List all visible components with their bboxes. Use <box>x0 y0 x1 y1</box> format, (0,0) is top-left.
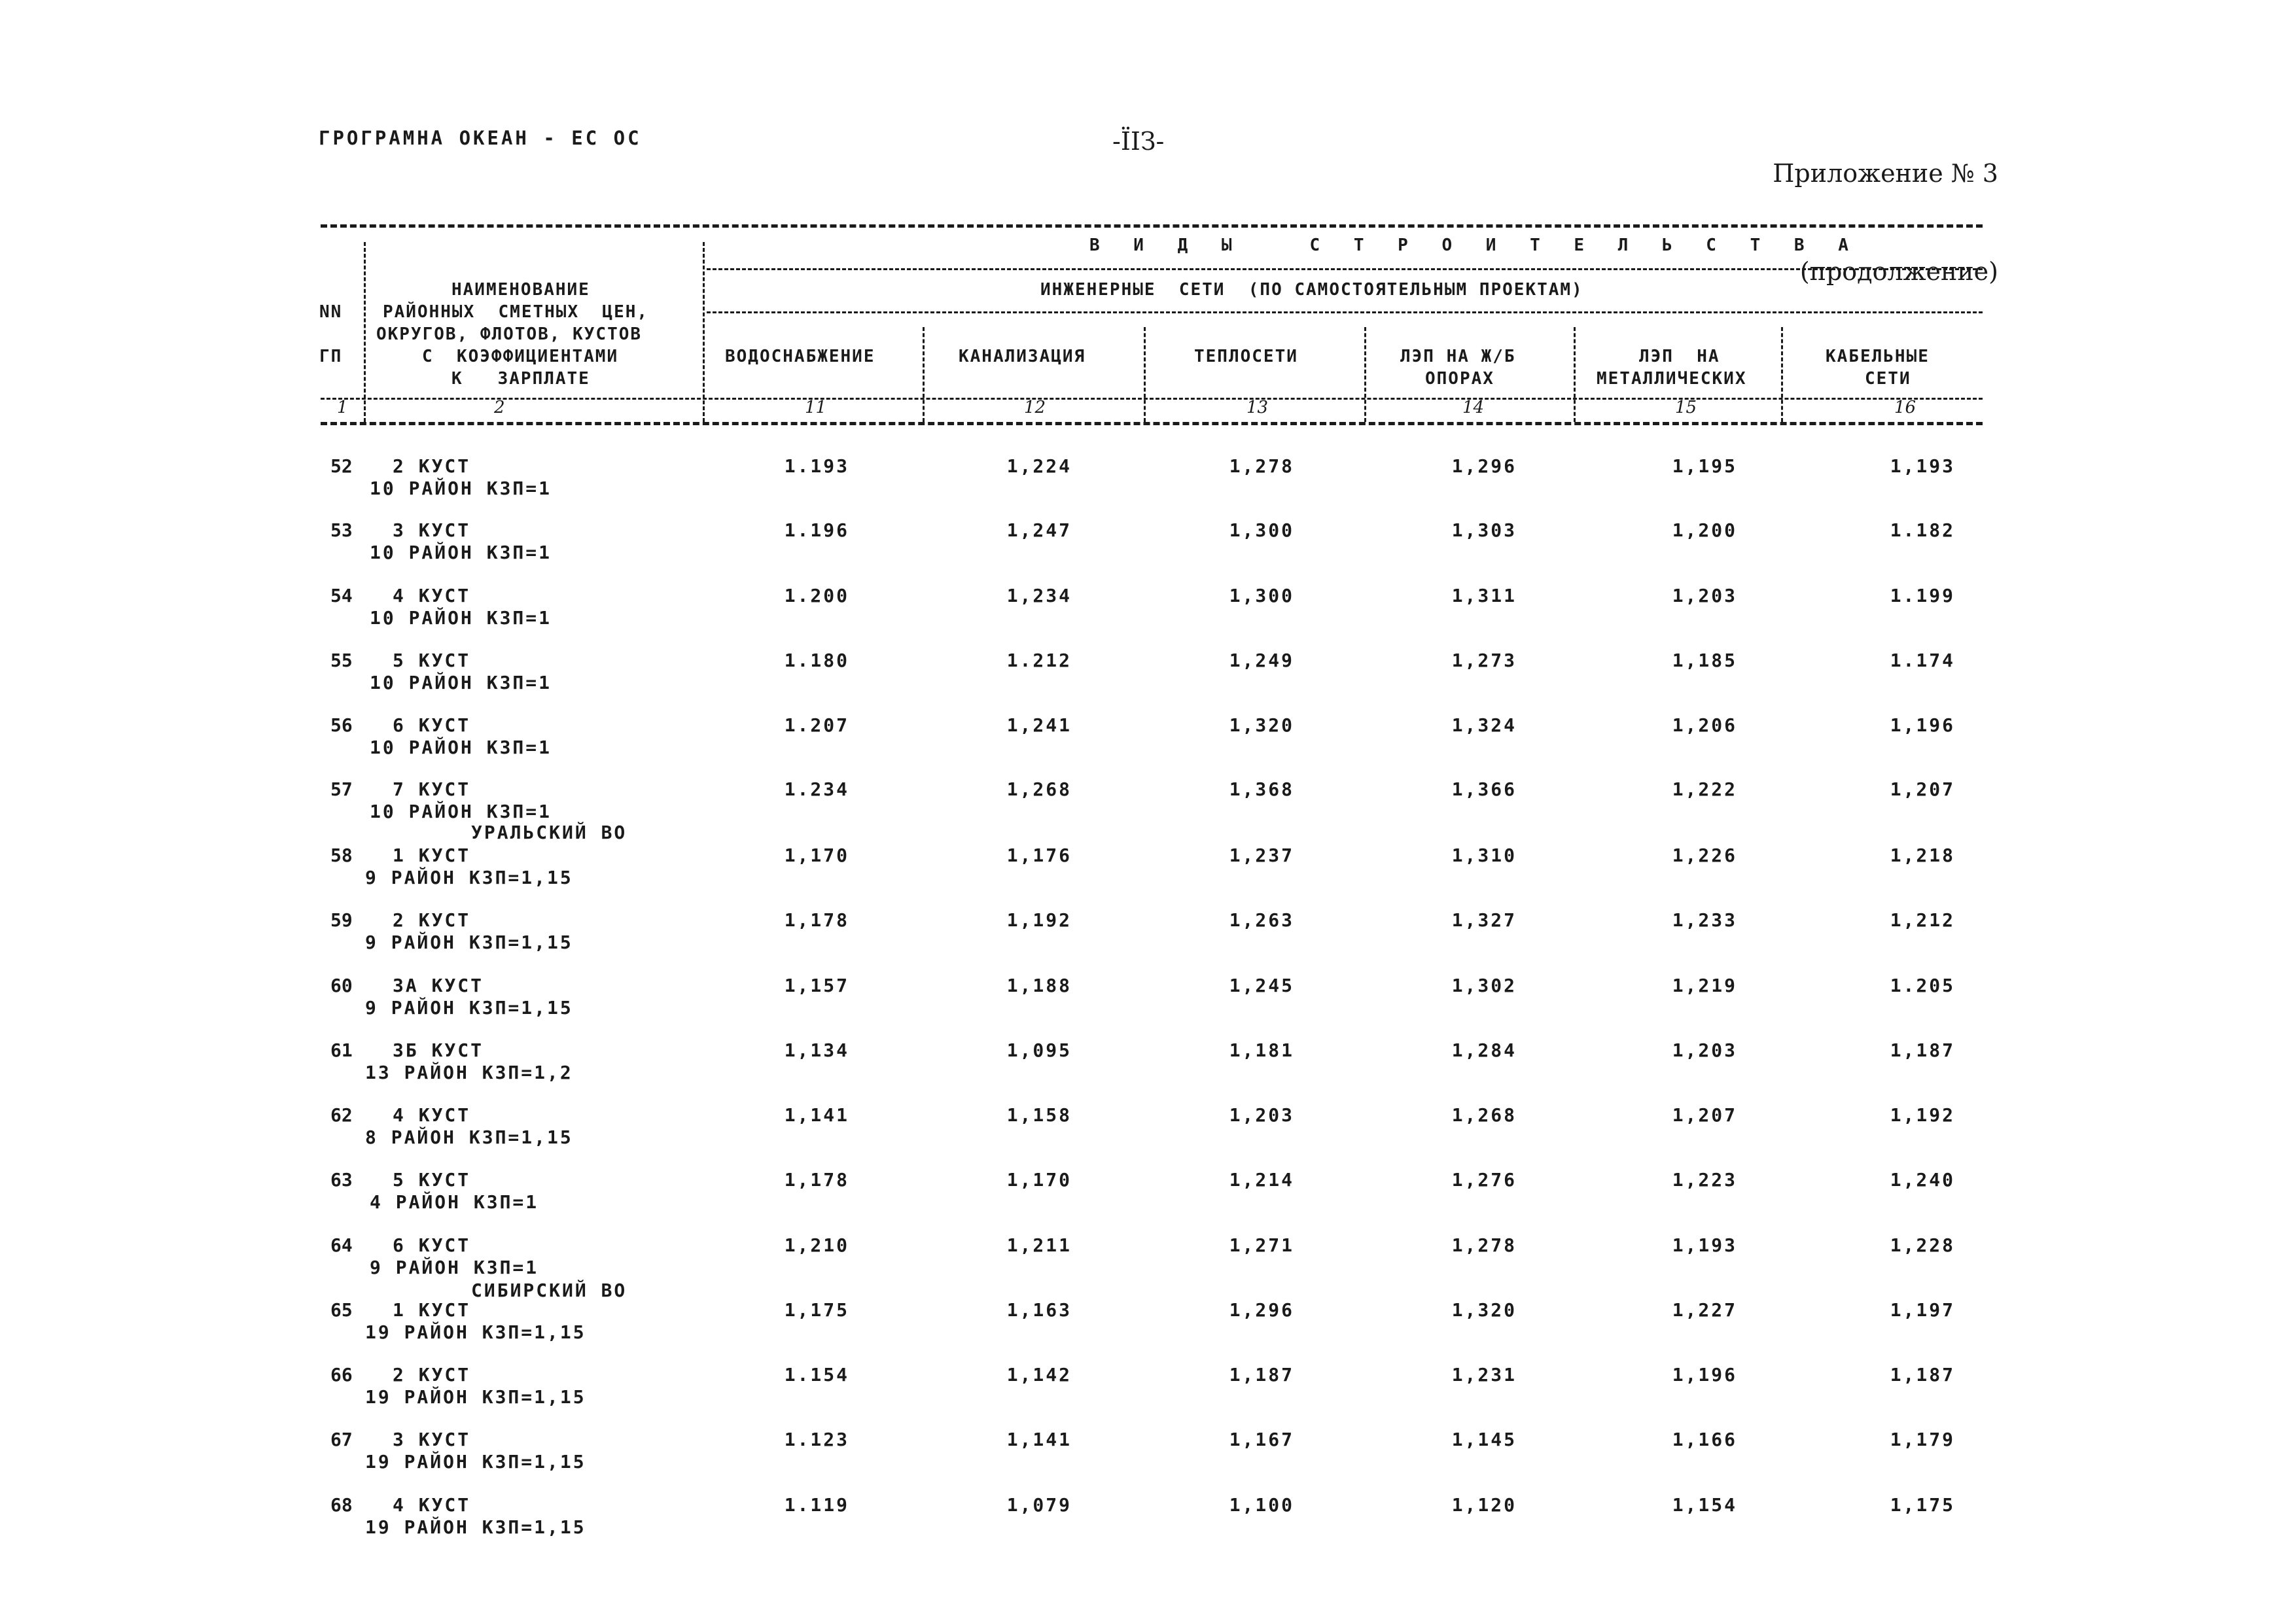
engineering-networks-subtitle: ИНЖЕНЕРНЫЕ СЕТИ (ПО САМОСТОЯТЕЛЬНЫМ ПРОЕКТАМ) <box>1040 280 1583 300</box>
row-value-col-12: 1,079 <box>1006 1494 1072 1516</box>
row-value-col-12: 1,163 <box>1006 1299 1072 1321</box>
row-cluster: 5 КУСТ <box>393 1169 471 1191</box>
row-value-col-16: 1,187 <box>1890 1364 1955 1386</box>
row-value-col-15: 1,203 <box>1672 1039 1737 1061</box>
row-value-col-12: 1,142 <box>1006 1364 1072 1386</box>
sep-col-14 <box>1574 327 1576 422</box>
col-nn-label: NN <box>319 302 343 322</box>
row-value-col-11: 1,178 <box>784 909 849 931</box>
col-name-line-1: НАИМЕНОВАНИЕ <box>451 280 590 300</box>
row-cluster: 7 КУСТ <box>393 778 471 800</box>
row-region: 10 РАЙОН КЗП=1 <box>370 801 552 822</box>
row-value-col-12: 1,158 <box>1006 1104 1072 1126</box>
col-power-concrete-line-1: ЛЭП НА Ж/Б <box>1400 347 1516 366</box>
row-value-col-16: 1.174 <box>1890 650 1955 671</box>
row-value-col-15: 1,207 <box>1672 1104 1737 1126</box>
row-value-col-16: 1,240 <box>1890 1169 1955 1191</box>
row-value-col-16: 1,207 <box>1890 778 1955 800</box>
row-number: 54 <box>330 585 353 606</box>
appendix-label <box>1773 92 1998 321</box>
row-value-col-11: 1,141 <box>784 1104 849 1126</box>
row-value-col-14: 1,273 <box>1451 650 1517 671</box>
row-value-col-11: 1.207 <box>784 714 849 736</box>
row-value-col-13: 1,167 <box>1229 1429 1294 1450</box>
title-rule <box>707 268 1983 270</box>
row-value-col-14: 1,324 <box>1451 714 1517 736</box>
row-number: 57 <box>330 778 353 800</box>
row-cluster: 2 КУСТ <box>393 1364 471 1386</box>
row-value-col-15: 1,206 <box>1672 714 1737 736</box>
row-value-col-12: 1,141 <box>1006 1429 1072 1450</box>
row-cluster: 5 КУСТ <box>393 650 471 671</box>
row-cluster: 2 КУСТ <box>393 909 471 931</box>
row-region: 9 РАЙОН КЗП=1,15 <box>365 997 573 1019</box>
row-value-col-15: 1,196 <box>1672 1364 1737 1386</box>
row-value-col-16: 1.199 <box>1890 585 1955 606</box>
row-value-col-13: 1,368 <box>1229 778 1294 800</box>
row-value-col-12: 1,192 <box>1006 909 1072 931</box>
col-power-concrete-line-2: ОПОРАХ <box>1425 369 1494 389</box>
row-value-col-13: 1,237 <box>1229 845 1294 866</box>
row-region: 10 РАЙОН КЗП=1 <box>370 672 552 693</box>
row-value-col-15: 1,222 <box>1672 778 1737 800</box>
row-value-col-12: 1,211 <box>1006 1234 1072 1256</box>
row-cluster: 3 КУСТ <box>393 1429 471 1450</box>
row-value-col-16: 1,197 <box>1890 1299 1955 1321</box>
row-number: 60 <box>330 975 353 996</box>
row-region: 8 РАЙОН КЗП=1,15 <box>365 1126 573 1148</box>
row-value-col-16: 1,192 <box>1890 1104 1955 1126</box>
col-power-metal-line-1: ЛЭП НА <box>1639 347 1720 366</box>
row-value-col-14: 1,310 <box>1451 845 1517 866</box>
military-district-header: УРАЛЬСКИЙ ВО <box>471 822 627 843</box>
row-value-col-11: 1,170 <box>784 845 849 866</box>
row-value-col-13: 1,300 <box>1229 585 1294 606</box>
row-value-col-16: 1,187 <box>1890 1039 1955 1061</box>
row-cluster: 2 КУСТ <box>393 455 471 477</box>
row-value-col-14: 1,145 <box>1451 1429 1517 1450</box>
header-bottom-rule <box>321 422 1983 425</box>
row-value-col-12: 1,241 <box>1006 714 1072 736</box>
construction-types-title: В И Д Ы С Т Р О И Т Е Л Ь С Т В А <box>1089 236 1860 255</box>
row-region: 9 РАЙОН КЗП=1,15 <box>365 867 573 888</box>
row-value-col-15: 1,193 <box>1672 1234 1737 1256</box>
row-cluster: 1 КУСТ <box>393 845 471 866</box>
row-region: 19 РАЙОН КЗП=1,15 <box>365 1386 586 1408</box>
row-region: 19 РАЙОН КЗП=1,15 <box>365 1516 586 1538</box>
row-value-col-12: 1.212 <box>1006 650 1072 671</box>
row-value-col-15: 1,200 <box>1672 519 1737 541</box>
row-value-col-16: 1,193 <box>1890 455 1955 477</box>
row-value-col-13: 1,245 <box>1229 975 1294 996</box>
row-value-col-16: 1,228 <box>1890 1234 1955 1256</box>
sep-name <box>703 242 705 422</box>
appendix-line-1: Приложение № 3 <box>1773 159 1998 188</box>
row-value-col-11: 1,178 <box>784 1169 849 1191</box>
col-power-metal-line-2: МЕТАЛЛИЧЕСКИХ <box>1597 369 1747 389</box>
row-value-col-12: 1,188 <box>1006 975 1072 996</box>
col-name-line-3: ОКРУГОВ, ФЛОТОВ, КУСТОВ <box>376 324 643 344</box>
row-cluster: 1 КУСТ <box>393 1299 471 1321</box>
row-number: 63 <box>330 1169 353 1191</box>
row-region: 19 РАЙОН КЗП=1,15 <box>365 1451 586 1473</box>
col-name-line-5: К ЗАРПЛАТЕ <box>451 369 590 389</box>
row-value-col-11: 1.234 <box>784 778 849 800</box>
colnum-11: 11 <box>805 398 827 417</box>
row-value-col-11: 1.123 <box>784 1429 849 1450</box>
row-cluster: 6 КУСТ <box>393 714 471 736</box>
row-value-col-15: 1,154 <box>1672 1494 1737 1516</box>
row-value-col-13: 1,300 <box>1229 519 1294 541</box>
row-number: 56 <box>330 714 353 736</box>
row-value-col-13: 1,214 <box>1229 1169 1294 1191</box>
row-value-col-14: 1,278 <box>1451 1234 1517 1256</box>
row-region: 9 РАЙОН КЗП=1,15 <box>365 932 573 953</box>
colnum-14: 14 <box>1462 398 1485 417</box>
row-value-col-14: 1,268 <box>1451 1104 1517 1126</box>
page-number: -ЇІЗ- <box>1112 127 1165 156</box>
colnum-2: 2 <box>494 398 505 417</box>
row-value-col-13: 1,187 <box>1229 1364 1294 1386</box>
row-region: 10 РАЙОН КЗП=1 <box>370 607 552 629</box>
row-value-col-14: 1,303 <box>1451 519 1517 541</box>
row-number: 62 <box>330 1104 353 1126</box>
colnum-15: 15 <box>1675 398 1697 417</box>
sep-nn <box>364 242 366 422</box>
row-value-col-13: 1,203 <box>1229 1104 1294 1126</box>
row-value-col-11: 1.119 <box>784 1494 849 1516</box>
row-value-col-11: 1.154 <box>784 1364 849 1386</box>
row-value-col-16: 1,212 <box>1890 909 1955 931</box>
row-value-col-16: 1,218 <box>1890 845 1955 866</box>
row-value-col-16: 1,179 <box>1890 1429 1955 1450</box>
row-number: 52 <box>330 455 353 477</box>
row-value-col-11: 1,175 <box>784 1299 849 1321</box>
row-value-col-15: 1,166 <box>1672 1429 1737 1450</box>
colnum-13: 13 <box>1246 398 1269 417</box>
row-value-col-12: 1,176 <box>1006 845 1072 866</box>
row-value-col-15: 1,233 <box>1672 909 1737 931</box>
row-number: 68 <box>330 1494 353 1516</box>
row-value-col-14: 1,296 <box>1451 455 1517 477</box>
row-value-col-11: 1.200 <box>784 585 849 606</box>
row-value-col-14: 1,366 <box>1451 778 1517 800</box>
sep-col-13 <box>1364 327 1366 422</box>
row-value-col-11: 1.196 <box>784 519 849 541</box>
sep-col-11 <box>923 327 925 422</box>
col-cable-line-1: КАБЕЛЬНЫЕ <box>1826 347 1930 366</box>
col-sewerage: КАНАЛИЗАЦИЯ <box>959 347 1086 366</box>
row-value-col-13: 1,249 <box>1229 650 1294 671</box>
row-value-col-11: 1.193 <box>784 455 849 477</box>
row-value-col-16: 1,196 <box>1890 714 1955 736</box>
sep-col-15 <box>1781 327 1783 422</box>
row-value-col-12: 1,224 <box>1006 455 1072 477</box>
row-value-col-15: 1,185 <box>1672 650 1737 671</box>
colnum-16: 16 <box>1894 398 1916 417</box>
row-number: 67 <box>330 1429 353 1450</box>
row-region: 10 РАЙОН КЗП=1 <box>370 737 552 758</box>
row-number: 58 <box>330 845 353 866</box>
row-value-col-13: 1,181 <box>1229 1039 1294 1061</box>
row-value-col-13: 1,100 <box>1229 1494 1294 1516</box>
col-heating: ТЕПЛОСЕТИ <box>1194 347 1298 366</box>
col-cable-line-2: СЕТИ <box>1865 369 1911 389</box>
row-region: 9 РАЙОН КЗП=1 <box>370 1257 539 1278</box>
row-value-col-12: 1,095 <box>1006 1039 1072 1061</box>
col-name-line-2: РАЙОННЫХ СМЕТНЫХ ЦЕН, <box>383 302 649 322</box>
col-gp-label: ГП <box>319 347 343 366</box>
row-value-col-13: 1,278 <box>1229 455 1294 477</box>
row-value-col-15: 1,203 <box>1672 585 1737 606</box>
row-region: 4 РАЙОН КЗП=1 <box>370 1191 539 1213</box>
row-region: 10 РАЙОН КЗП=1 <box>370 478 552 499</box>
row-value-col-14: 1,327 <box>1451 909 1517 931</box>
row-cluster: 3Б КУСТ <box>393 1039 484 1061</box>
row-value-col-12: 1,247 <box>1006 519 1072 541</box>
colnum-1: 1 <box>337 398 348 417</box>
row-value-col-12: 1,268 <box>1006 778 1072 800</box>
row-number: 53 <box>330 519 353 541</box>
row-value-col-15: 1,195 <box>1672 455 1737 477</box>
row-value-col-14: 1,284 <box>1451 1039 1517 1061</box>
appendix-line-2: (продолжение) <box>1799 257 1998 286</box>
row-value-col-14: 1,120 <box>1451 1494 1517 1516</box>
row-value-col-13: 1,320 <box>1229 714 1294 736</box>
subtitle-rule <box>707 311 1983 313</box>
row-value-col-11: 1,210 <box>784 1234 849 1256</box>
row-value-col-14: 1,320 <box>1451 1299 1517 1321</box>
row-cluster: 6 КУСТ <box>393 1234 471 1256</box>
row-value-col-14: 1,276 <box>1451 1169 1517 1191</box>
row-region: 13 РАЙОН КЗП=1,2 <box>365 1062 573 1083</box>
row-region: 19 РАЙОН КЗП=1,15 <box>365 1321 586 1343</box>
col-name-line-4: С КОЭФФИЦИЕНТАМИ <box>422 347 619 366</box>
row-value-col-11: 1.180 <box>784 650 849 671</box>
row-number: 55 <box>330 650 353 671</box>
row-value-col-11: 1,157 <box>784 975 849 996</box>
row-cluster: 3А КУСТ <box>393 975 484 996</box>
row-cluster: 4 КУСТ <box>393 1494 471 1516</box>
military-district-header: СИБИРСКИЙ ВО <box>471 1280 627 1301</box>
col-water-supply: ВОДОСНАБЖЕНИЕ <box>725 347 875 366</box>
row-number: 65 <box>330 1299 353 1321</box>
row-number: 59 <box>330 909 353 931</box>
row-value-col-13: 1,296 <box>1229 1299 1294 1321</box>
row-number: 64 <box>330 1234 353 1256</box>
row-value-col-13: 1,271 <box>1229 1234 1294 1256</box>
header-top-rule <box>321 224 1983 228</box>
program-title: ГРОГРАМНА ОКЕАН - ЕС ОС <box>319 127 642 149</box>
row-value-col-14: 1,311 <box>1451 585 1517 606</box>
row-value-col-15: 1,223 <box>1672 1169 1737 1191</box>
row-value-col-12: 1,234 <box>1006 585 1072 606</box>
row-region: 10 РАЙОН КЗП=1 <box>370 542 552 563</box>
row-value-col-14: 1,302 <box>1451 975 1517 996</box>
row-value-col-16: 1.182 <box>1890 519 1955 541</box>
row-value-col-11: 1,134 <box>784 1039 849 1061</box>
row-cluster: 4 КУСТ <box>393 1104 471 1126</box>
row-cluster: 4 КУСТ <box>393 585 471 606</box>
row-value-col-16: 1,175 <box>1890 1494 1955 1516</box>
colnum-top-rule <box>321 398 1983 400</box>
row-value-col-13: 1,263 <box>1229 909 1294 931</box>
row-cluster: 3 КУСТ <box>393 519 471 541</box>
sep-col-12 <box>1144 327 1146 422</box>
row-number: 61 <box>330 1039 353 1061</box>
row-value-col-14: 1,231 <box>1451 1364 1517 1386</box>
row-value-col-15: 1,219 <box>1672 975 1737 996</box>
row-value-col-12: 1,170 <box>1006 1169 1072 1191</box>
colnum-12: 12 <box>1024 398 1046 417</box>
row-value-col-16: 1.205 <box>1890 975 1955 996</box>
row-value-col-15: 1,227 <box>1672 1299 1737 1321</box>
row-value-col-15: 1,226 <box>1672 845 1737 866</box>
row-number: 66 <box>330 1364 353 1386</box>
